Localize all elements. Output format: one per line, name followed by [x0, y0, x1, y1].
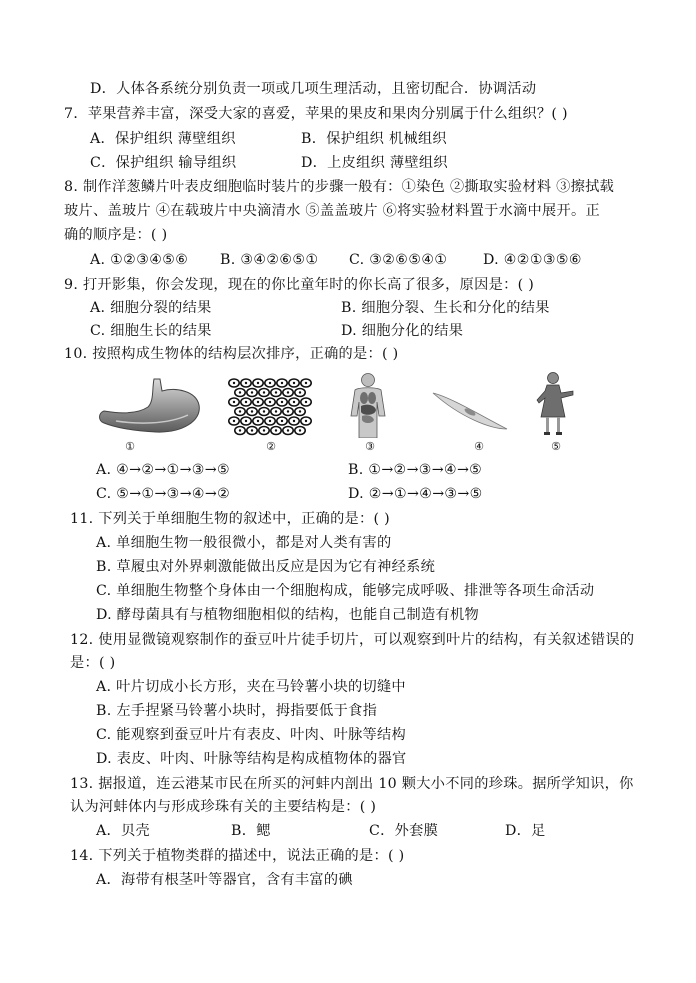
figure-label-3: ③ — [365, 440, 375, 453]
q9-option-a: A. 细胞分裂的结果 — [90, 300, 212, 316]
q10-stem: 10. 按照构成生物体的结构层次排序，正确的是：( ) — [64, 346, 399, 362]
q8-option-a: A. ①②③④⑤⑥ — [90, 252, 189, 268]
q11-option-a: A. 单细胞生物一般很微小，都是对人类有害的 — [96, 535, 392, 551]
q14-stem: 14. 下列关于植物类群的描述中，说法正确的是：( ) — [70, 848, 405, 864]
q9-option-d: D. 细胞分化的结果 — [341, 323, 464, 339]
figure-label-2: ② — [266, 440, 276, 453]
q12-option-a: A. 叶片切成小长方形，夹在马铃薯小块的切缝中 — [96, 679, 406, 695]
figure-label-1: ① — [125, 440, 135, 453]
q10-option-d: D. ②→①→④→③→⑤ — [348, 486, 483, 502]
q12-option-d: D. 表皮、叶肉、叶脉等结构是构成植物体的器官 — [96, 751, 407, 767]
q12-stem-line-2: 是：( ) — [70, 655, 116, 671]
person-icon — [533, 371, 577, 437]
q13-stem-line-2: 认为河蚌体内与形成珍珠有关的主要结构是：( ) — [70, 799, 377, 815]
q7-option-a: A．保护组织 薄壁组织 — [90, 131, 236, 147]
q13-option-c: C．外套膜 — [369, 823, 439, 839]
q10-option-a: A. ④→②→①→③→⑤ — [96, 462, 231, 478]
q9-option-c: C. 细胞生长的结果 — [90, 323, 212, 339]
q10-option-c: C. ⑤→①→③→④→② — [96, 486, 231, 502]
q13-option-a: A．贝壳 — [96, 823, 151, 839]
q7-stem: 7．苹果营养丰富，深受大家的喜爱，苹果的果皮和果肉分别属于什么组织？( ) — [64, 106, 568, 122]
q8-option-c: C. ③②⑥⑤④① — [349, 252, 448, 268]
q12-option-c: C. 能观察到蚕豆叶片有表皮、叶肉、叶脉等结构 — [96, 727, 407, 743]
tissue-cells-icon — [228, 378, 312, 436]
q9-option-b: B. 细胞分裂、生长和分化的结果 — [341, 300, 550, 316]
q10-option-b: B. ①→②→③→④→⑤ — [348, 462, 483, 478]
q8-stem-line-2: 玻片、盖玻片 ④在载玻片中央滴清水 ⑤盖盖玻片 ⑥将实验材料置于水滴中展开。正 — [64, 203, 600, 219]
q11-option-c: C. 单细胞生物整个身体由一个细胞构成，能够完成呼吸、排泄等各项生命活动 — [96, 583, 595, 599]
q13-option-b: B．鳃 — [231, 823, 271, 839]
stomach-icon — [96, 377, 206, 437]
q12-stem-line-1: 12. 使用显微镜观察制作的蚕豆叶片徒手切片，可以观察到叶片的结构，有关叙述错误的 — [70, 632, 635, 648]
q14-option-a: A．海带有根茎叶等器官，含有丰富的碘 — [96, 872, 353, 888]
q8-option-d: D. ④②①③⑤⑥ — [483, 252, 582, 268]
q7-option-c: C．保护组织 输导组织 — [90, 155, 237, 171]
q6-option-d: D．人体各系统分别负责一项或几项生理活动，且密切配合．协调活动 — [90, 81, 537, 97]
q8-option-b: B. ③④②⑥⑤① — [220, 252, 319, 268]
q9-stem: 9. 打开影集，你会发现，现在的你比童年时的你长高了很多，原因是：( ) — [64, 277, 535, 293]
q13-option-d: D．足 — [505, 823, 546, 839]
q11-option-d: D. 酵母菌具有与植物细胞相似的结构，也能自己制造有机物 — [96, 607, 479, 623]
cell-icon — [430, 385, 510, 435]
figure-label-4: ④ — [474, 440, 484, 453]
q13-stem-line-1: 13. 据报道，连云港某市民在所买的河蚌内剖出 10 颗大小不同的珍珠。据所学知识，你 — [70, 776, 634, 792]
q7-option-b: B．保护组织 机械组织 — [301, 131, 447, 147]
q7-option-d: D．上皮组织 薄壁组织 — [301, 155, 448, 171]
q11-option-b: B. 草履虫对外界刺激能做出反应是因为它有神经系统 — [96, 559, 436, 575]
q12-option-b: B. 左手捏紧马铃薯小块时，拇指要低于食指 — [96, 703, 378, 719]
human-organs-icon — [345, 372, 391, 438]
q8-stem-line-1: 8. 制作洋葱鳞片叶表皮细胞临时装片的步骤一般有：①染色 ②撕取实验材料 ③擦拭载 — [64, 179, 615, 195]
q11-stem: 11. 下列关于单细胞生物的叙述中，正确的是：( ) — [70, 511, 391, 527]
q8-stem-line-3: 确的顺序是：( ) — [64, 227, 168, 243]
figure-label-5: ⑤ — [551, 440, 561, 453]
